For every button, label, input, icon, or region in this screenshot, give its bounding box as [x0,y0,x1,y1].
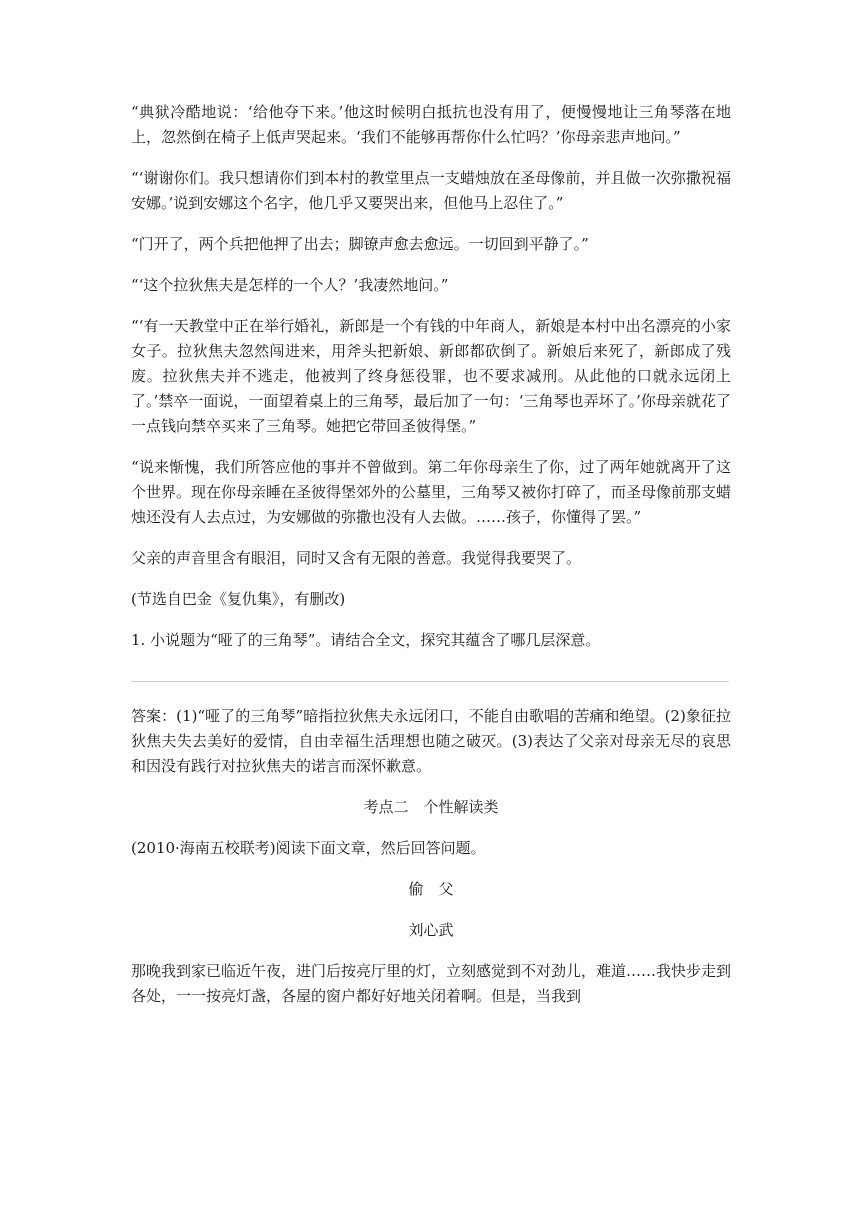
document-body [131,100,731,1009]
story-title: 偷 父 [408,880,454,898]
source-note: (节选自巴金《复仇集》，有删改) [131,590,346,608]
section-title: 考点二 个性解读类 [363,798,499,816]
paragraph-wedding-story: “‘有一天教堂中正在举行婚礼，新郎是一个有钱的中年商人，新娘是本村中出名漂亮的小家女子。拉狄焦夫忽然闯进来，用斧头把新娘、新郎都砍倒了。新娘后来死了，新郎成了残废。拉狄焦夫并不逃走，他被判了终身惩役罪，也不要求减刑。从此他的口就永远闭上了。’禁卒一面说，一面望着桌上的三角琴，最后加了一句：‘三角琴也弄坏了。’你母亲就花了一点钱向禁卒买来了三角琴。她把它带回圣彼得堡。” [131,317,731,435]
story-first-paragraph: 那晚我到家已临近午夜，进门后按亮厅里的灯，立刻感觉到不对劲儿，难道……我快步走到各处，一一按亮灯盏，各屋的窗户都好好地关闭着啊。但是，当我到 [131,962,732,1005]
answer-text: 答案：(1)“哑了的三角琴”暗指拉狄焦夫永远闭口，不能自由歌唱的苦痛和绝望。(2)象征拉狄焦夫失去美好的爱情，自由幸福生活理想也随之破灭。(3)表达了父亲对母亲无尽的哀思和因没有践行对拉狄焦夫的诺言而深怀歉意。 [131,707,731,775]
paragraph-confession: “说来惭愧，我们所答应他的事并不曾做到。第二年你母亲生了你，过了两年她就离开了这个世界。现在你母亲睡在圣彼得堡郊外的公墓里，三角琴又被你打碎了，而圣母像前那支蜡烛还没有人去点过，为安娜做的弥撒也没有人去做。……孩子，你懂得了罢。” [131,458,732,526]
paragraph-warden-order: “典狱冷酷地说：‘给他夺下来。’他这时候明白抵抗也没有用了，便慢慢地让三角琴落在地上，忽然倒在椅子上低声哭起来。‘我们不能够再帮你什么忙吗？’你母亲悲声地问。” [131,103,731,146]
exam-intro: (2010·海南五校联考)阅读下面文章，然后回答问题。 [131,839,486,857]
section-divider [131,681,729,682]
paragraph-question: “‘这个拉狄焦夫是怎样的一个人？’我凄然地问。” [131,276,449,294]
paragraph-thank-you: “‘谢谢你们。我只想请你们到本村的教堂里点一支蜡烛放在圣母像前，并且做一次弥撒祝福安娜。’说到安娜这个名字，他几乎又要哭出来，但他马上忍住了。” [131,169,731,212]
paragraph-door-opened: “门开了，两个兵把他押了出去；脚镣声愈去愈远。一切回到平静了。” [131,235,589,253]
question-1: 1. 小说题为“哑了的三角琴”。请结合全文，探究其蕴含了哪几层深意。 [131,631,601,649]
paragraph-father-voice: 父亲的声音里含有眼泪，同时又含有无限的善意。我觉得我要哭了。 [131,549,582,567]
story-author: 刘心武 [408,921,454,939]
